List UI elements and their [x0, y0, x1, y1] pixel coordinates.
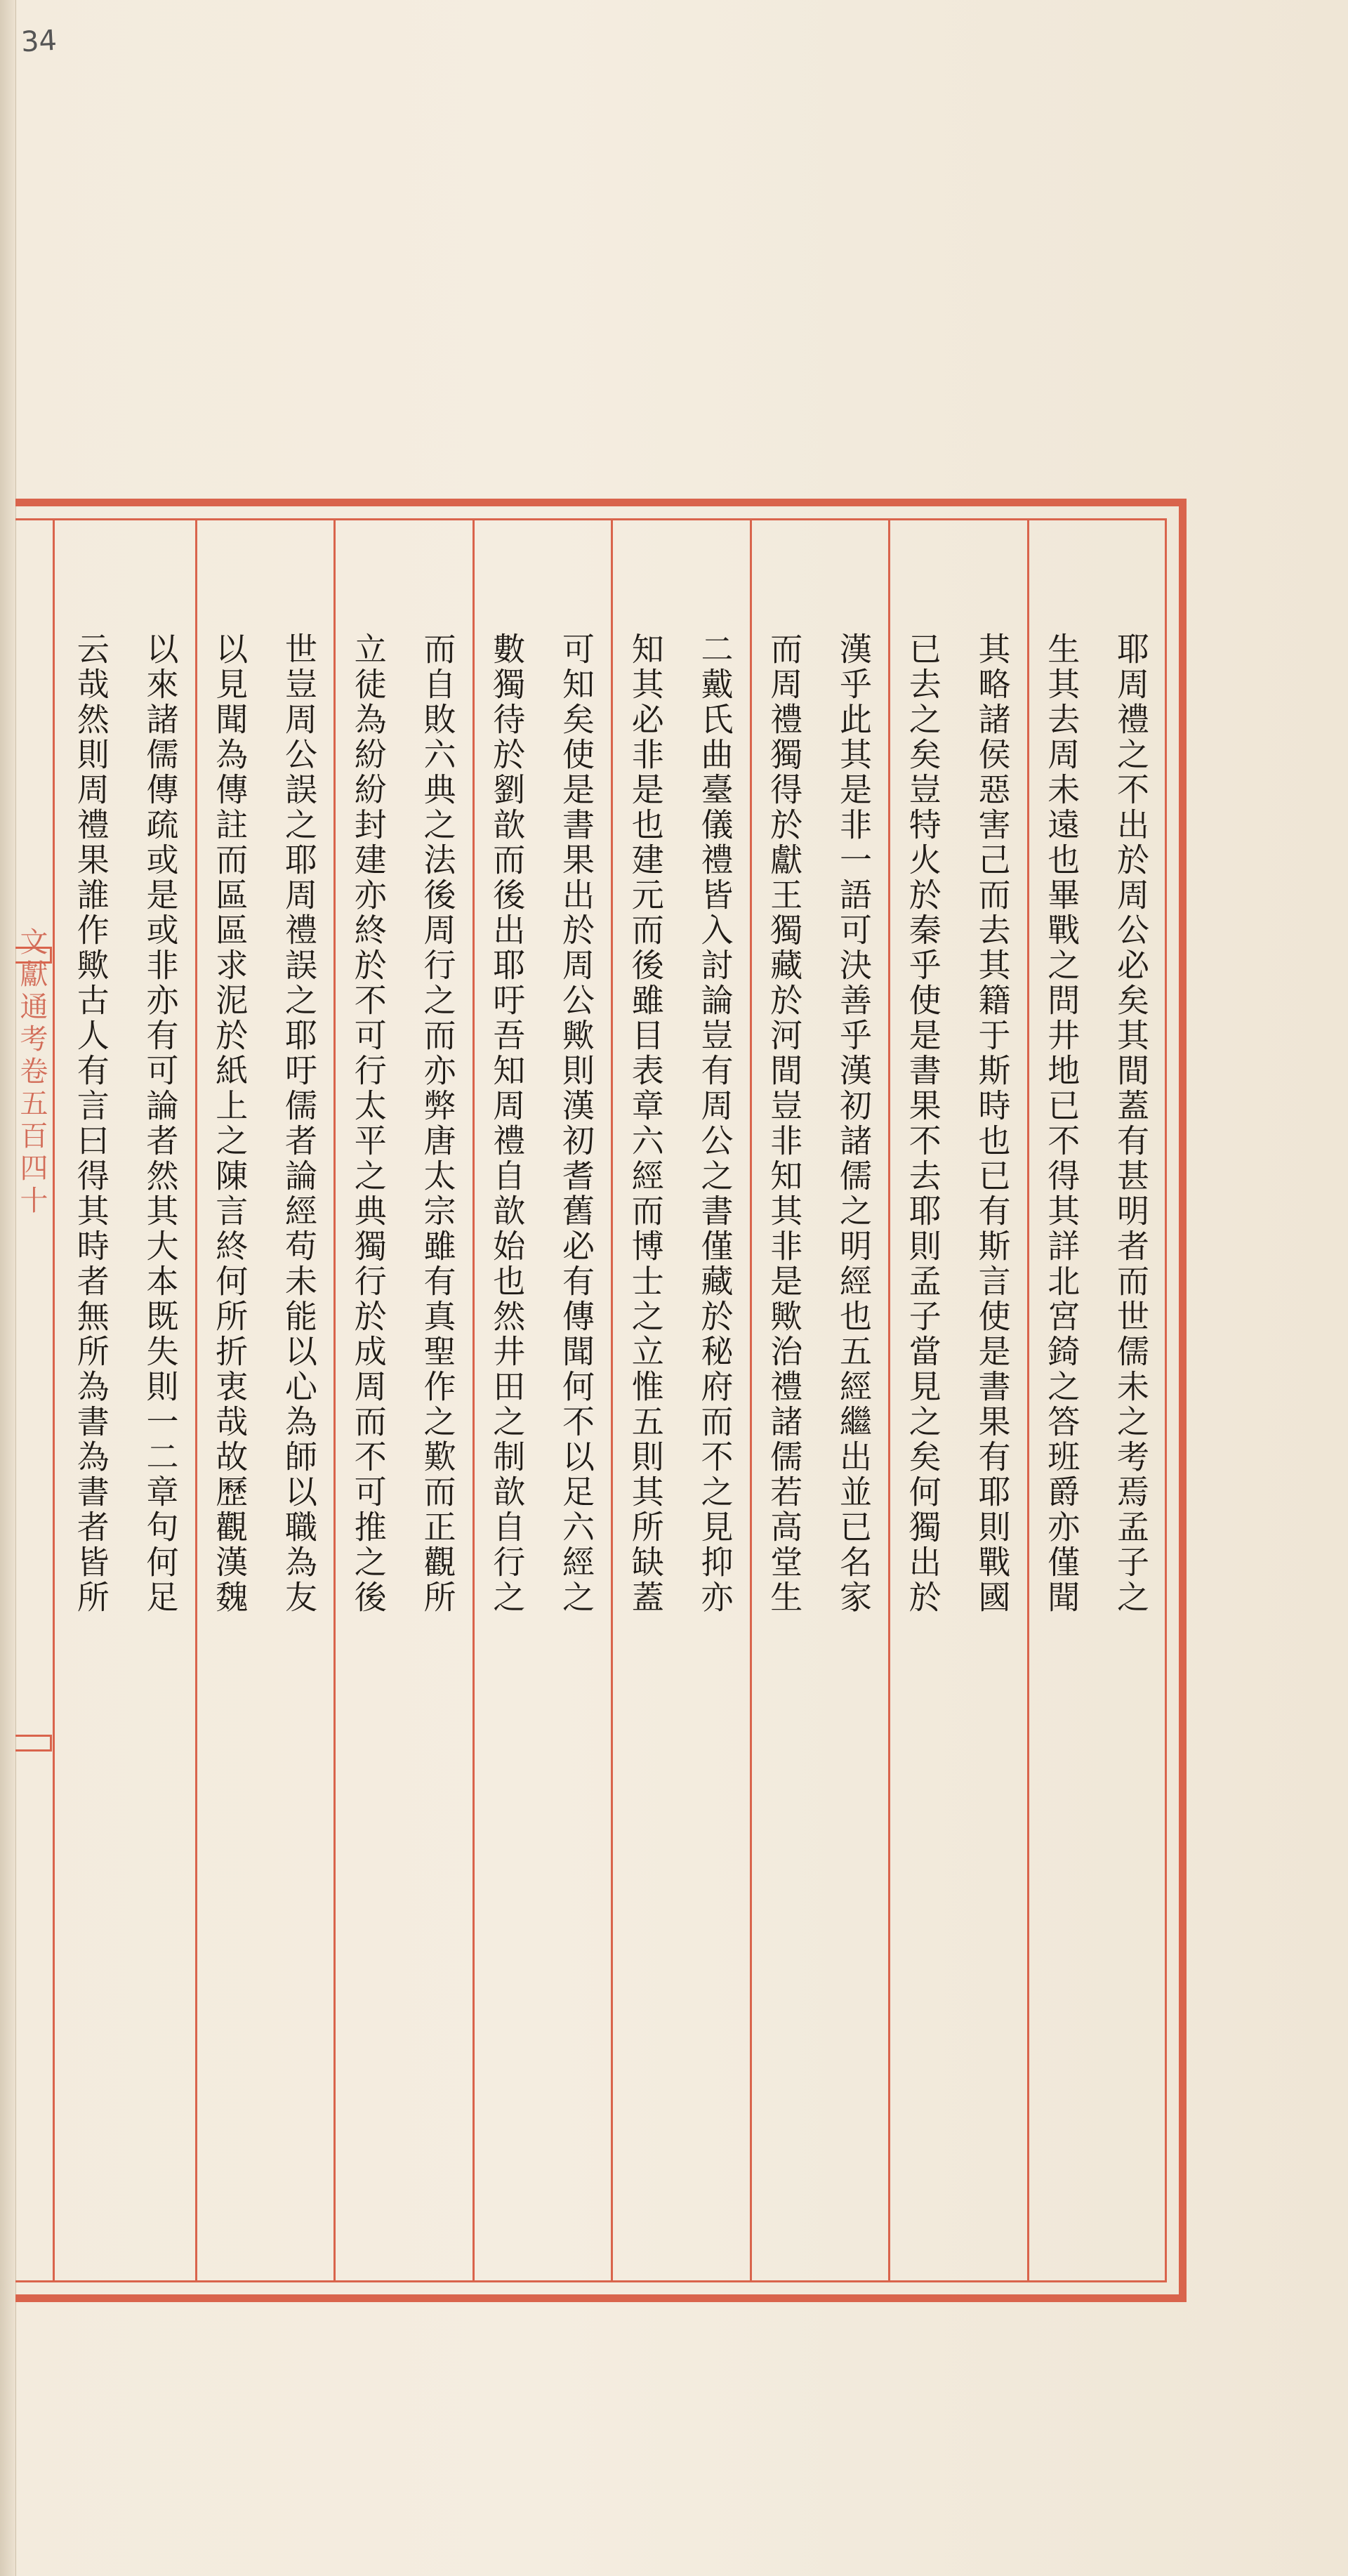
column-rule	[888, 518, 890, 2282]
text-column: 而自敗六典之法後周行之而亦弊唐太宗雖有真聖作之歎而正觀所	[418, 632, 457, 1615]
text-column: 耶周禮之不出於周公必矣其間蓋有甚明者而世儒未之考焉孟子之	[1112, 632, 1150, 1615]
page-fold	[0, 0, 16, 2576]
text-column: 而周禮獨得於獻王獨藏於河間豈非知其非是歟治禮諸儒若高堂生	[765, 632, 804, 1615]
text-column: 已去之矣豈特火於秦乎使是書果不去耶則孟子當見之矣何獨出於	[904, 632, 942, 1615]
column-rule	[333, 518, 336, 2282]
margin-title: 文獻通考卷五百四十	[15, 927, 48, 1218]
column-rule	[611, 518, 613, 2282]
text-column: 以來諸儒傳疏或是或非亦有可論者然其大本既失則一二章句何足	[141, 632, 180, 1615]
text-column: 生其去周未遠也畢戰之問井地已不得其詳北宮錡之答班爵亦僅聞	[1043, 632, 1081, 1615]
text-column: 立徒為紛紛封建亦終於不可行太平之典獨行於成周而不可推之後	[349, 632, 388, 1615]
text-column: 知其必非是也建元而後雖目表章六經而博士之立惟五則其所缺蓋	[626, 632, 665, 1615]
text-column: 云哉然則周禮果誰作歟古人有言曰得其時者無所為書為書者皆所	[72, 632, 110, 1615]
text-column: 其略諸侯惡害己而去其籍于斯時也已有斯言使是書果有耶則戰國	[973, 632, 1012, 1615]
column-rule	[195, 518, 197, 2282]
fish-tail-lower	[15, 1735, 52, 1752]
column-rule	[1027, 518, 1029, 2282]
text-column: 以見聞為傳註而區區求泥於紙上之陳言終何所折衷哉故歷觀漢魏	[211, 632, 249, 1615]
text-column: 數獨待於劉歆而後出耶吁吾知周禮自歆始也然井田之制歆自行之	[488, 632, 527, 1615]
column-rule	[750, 518, 752, 2282]
page-number: 34	[20, 24, 58, 59]
column-rule	[473, 518, 475, 2282]
text-column: 世豈周公誤之耶周禮誤之耶吁儒者論經苟未能以心為師以職為友	[280, 632, 318, 1615]
text-column: 二戴氏曲臺儀禮皆入討論豈有周公之書僅藏於秘府而不之見抑亦	[696, 632, 734, 1615]
margin-strip	[15, 518, 55, 2282]
text-column: 可知矣使是書果出於周公歟則漢初耆舊必有傳聞何不以足六經之	[557, 632, 595, 1615]
text-column: 漢乎此其是非一語可決善乎漢初諸儒之明經也五經繼出並已名家	[835, 632, 873, 1615]
